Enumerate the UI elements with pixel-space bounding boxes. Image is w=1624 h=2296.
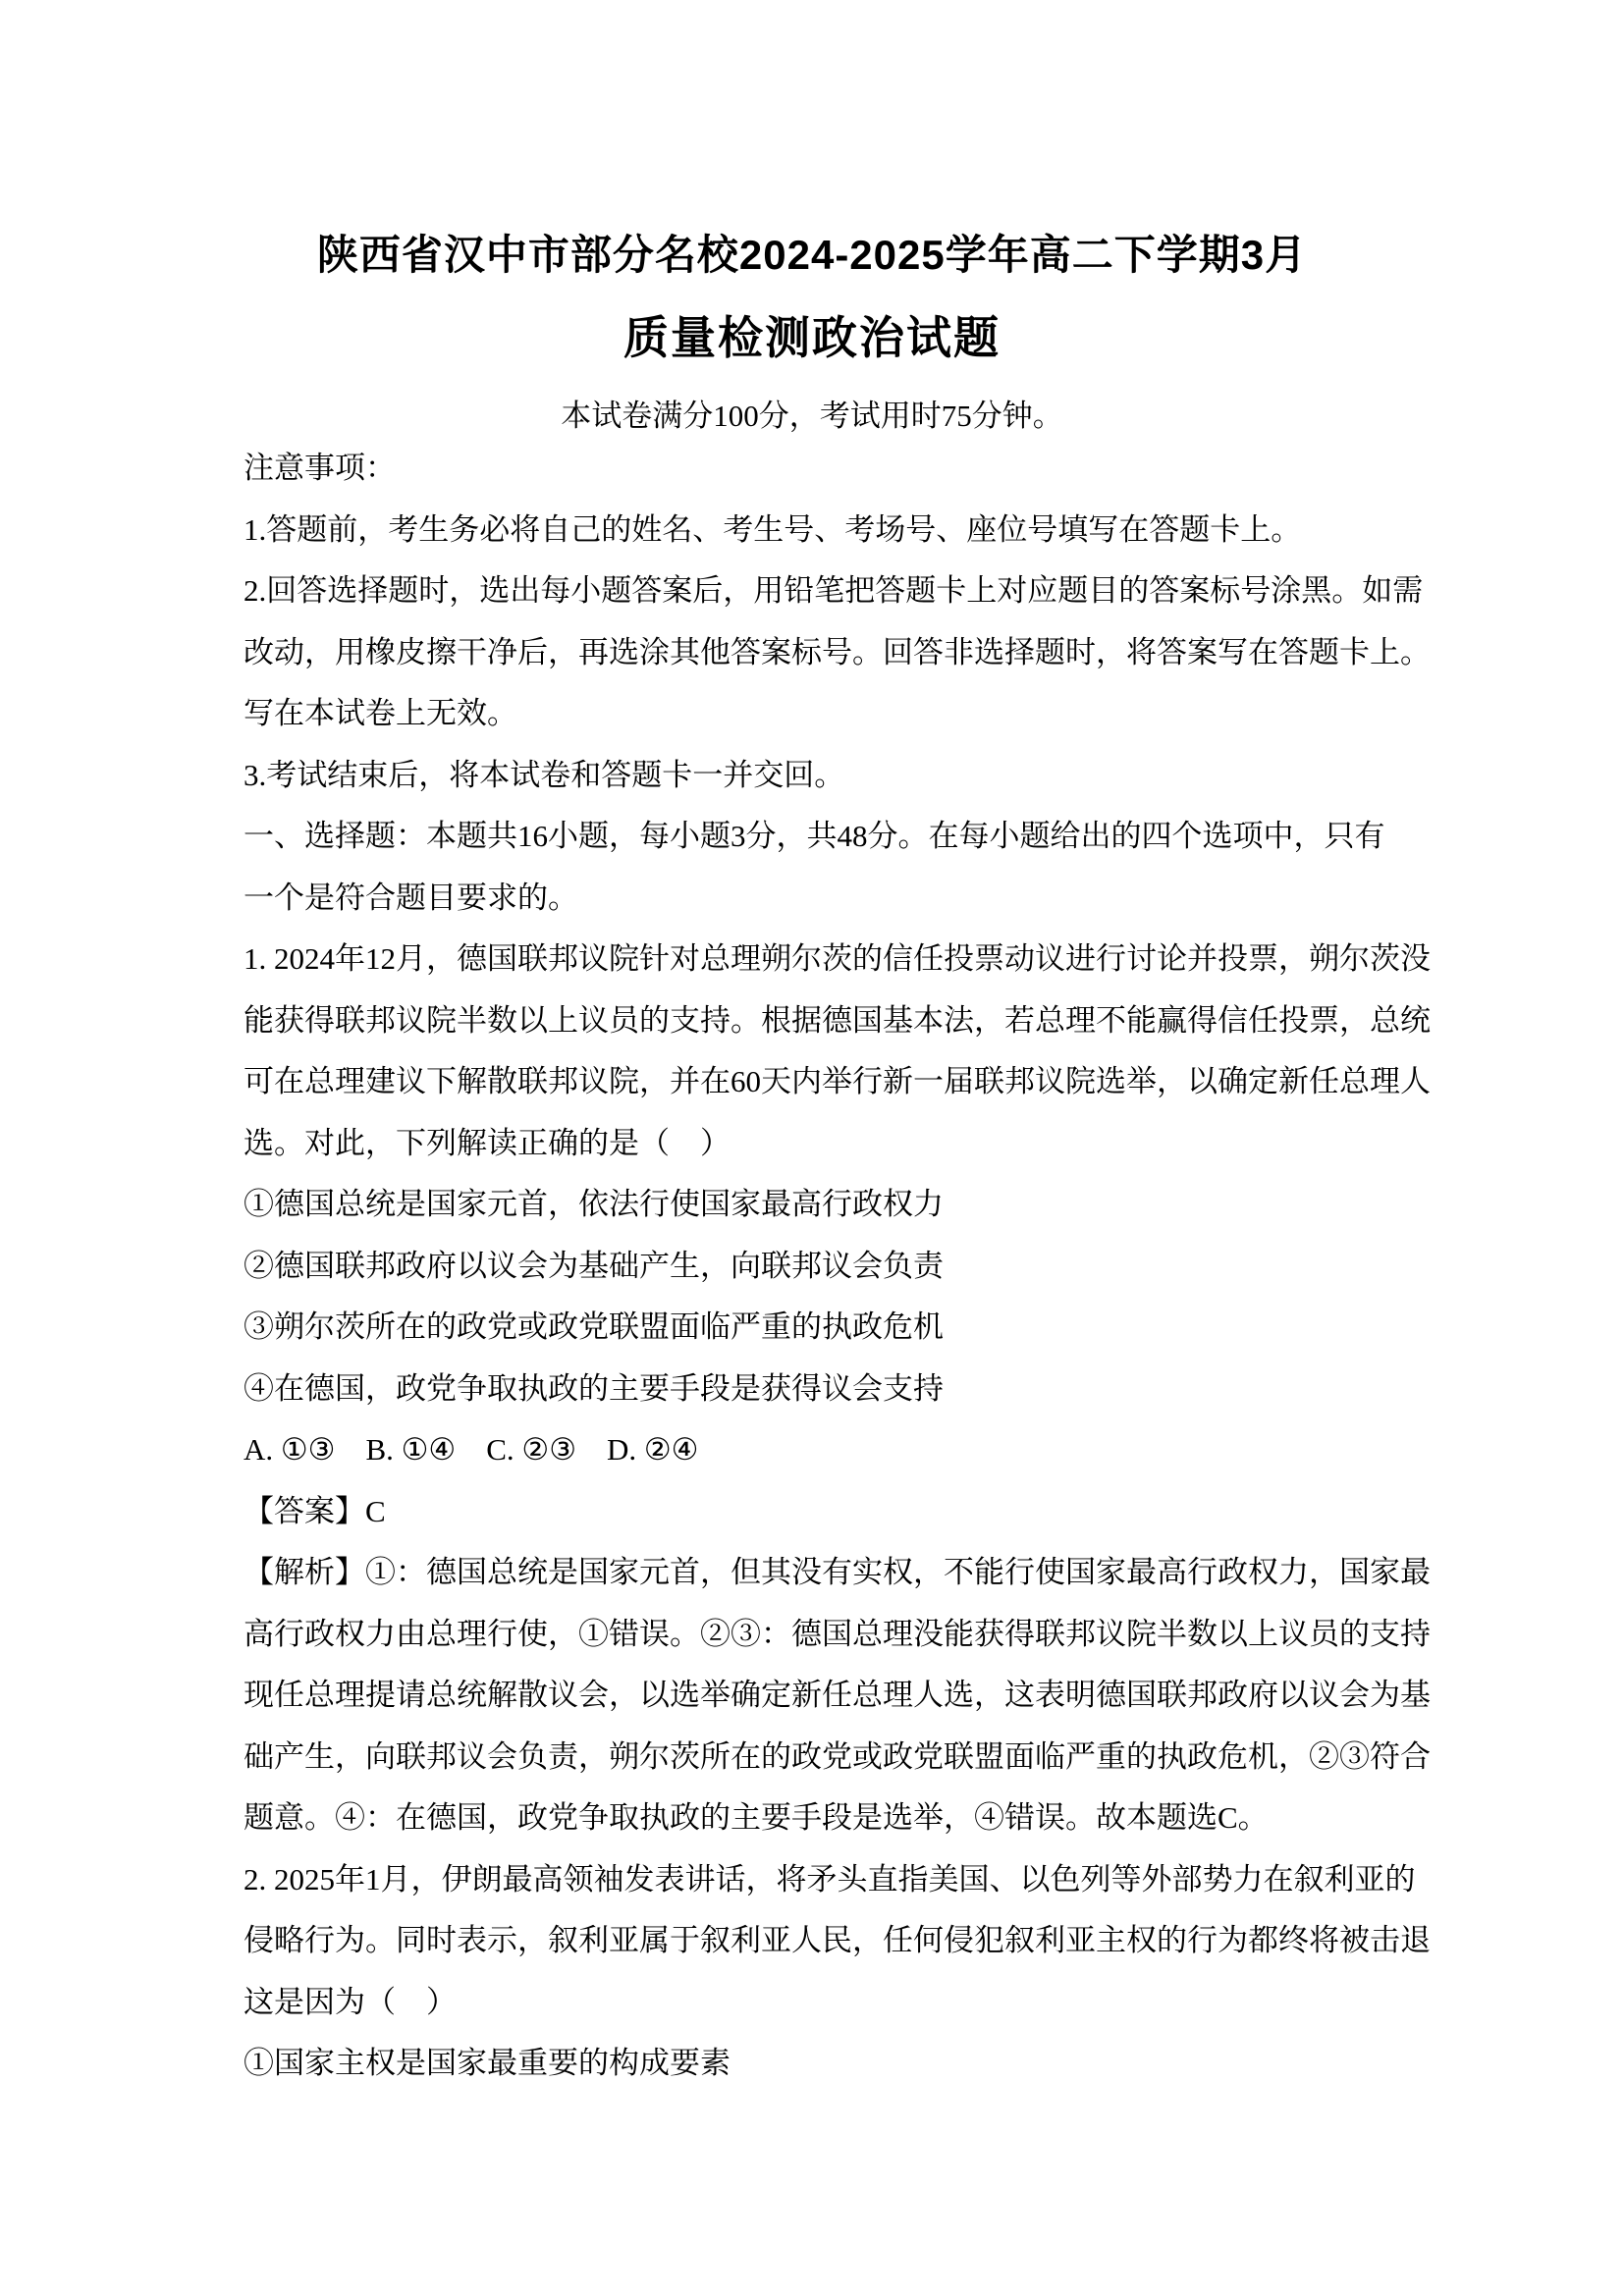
text-line: 改动，用橡皮擦干净后，再选涂其他答案标号。回答非选择题时，将答案写在答题卡上。 (244, 634, 1431, 669)
text-line: 1. 2024年12月，德国联邦议院针对总理朔尔茨的信任投票动议进行讨论并投票，朔尔茨没 (244, 941, 1431, 976)
text-line: 现任总理提请总统解散议会，以选举确定新任总理人选，这表明德国联邦政府以议会为基 (244, 1678, 1431, 1712)
document-title-line2: 质量检测政治试题 (623, 312, 1001, 363)
text-line: A. ①③ B. ①④ C. ②③ D. ②④ (244, 1432, 699, 1467)
text-line: ②德国联邦政府以议会为基础产生，向联邦议会负责 (244, 1248, 944, 1283)
text-line: 一、选择题：本题共16小题，每小题3分，共48分。在每小题给出的四个选项中，只有 (244, 819, 1385, 853)
text-line: 【答案】C (244, 1493, 386, 1528)
text-line: 选。对此，下列解读正确的是（ ） (244, 1125, 731, 1160)
text-line: 这是因为（ ） (244, 1984, 457, 2019)
text-line: 能获得联邦议院半数以上议员的支持。根据德国基本法，若总理不能赢得信任投票，总统 (244, 1002, 1431, 1038)
text-line: 题意。④：在德国，政党争取执政的主要手段是选举，④错误。故本题选C。 (244, 1800, 1269, 1835)
text-line: 【解析】①：德国总统是国家元首，但其没有实权，不能行使国家最高行政权力，国家最 (244, 1555, 1431, 1589)
text-line: 侵略行为。同时表示，叙利亚属于叙利亚人民，任何侵犯叙利亚主权的行为都终将被击退 (244, 1923, 1431, 1957)
text-line: 3.考试结束后，将本试卷和答题卡一并交回。 (244, 757, 845, 792)
text-line: 1.答题前，考生务必将自己的姓名、考生号、考场号、座位号填写在答题卡上。 (244, 511, 1302, 547)
exam-info-line: 本试卷满分100分，考试用时75分钟。 (561, 399, 1063, 433)
text-line: ④在德国，政党争取执政的主要手段是获得议会支持 (244, 1370, 944, 1406)
text-line: 一个是符合题目要求的。 (244, 880, 578, 915)
text-line: 注意事项： (244, 451, 396, 485)
text-line: 写在本试卷上无效。 (244, 696, 517, 730)
text-line: ③朔尔茨所在的政党或政党联盟面临严重的执政危机 (244, 1309, 944, 1344)
text-line: ①德国总统是国家元首，依法行使国家最高行政权力 (244, 1187, 944, 1221)
document-title-line1: 陕西省汉中市部分名校2024-2025学年高二下学期3月 (316, 232, 1308, 278)
text-line: 高行政权力由总理行使，①错误。②③：德国总理没能获得联邦议院半数以上议员的支持 (244, 1616, 1431, 1651)
text-line: 2.回答选择题时，选出每小题答案后，用铅笔把答题卡上对应题目的答案标号涂黑。如需 (244, 573, 1424, 608)
text-line: 础产生，向联邦议会负责，朔尔茨所在的政党或政党联盟面临严重的执政危机，②③符合 (244, 1738, 1431, 1774)
text-line: ①国家主权是国家最重要的构成要素 (244, 2046, 731, 2080)
text-line: 2. 2025年1月，伊朗最高领袖发表讲话，将矛头直指美国、以色列等外部势力在叙利亚的 (244, 1861, 1416, 1896)
document-body (244, 438, 1431, 2095)
text-line: 可在总理建议下解散联邦议院，并在60天内举行新一届联邦议院选举，以确定新任总理人 (244, 1064, 1431, 1098)
